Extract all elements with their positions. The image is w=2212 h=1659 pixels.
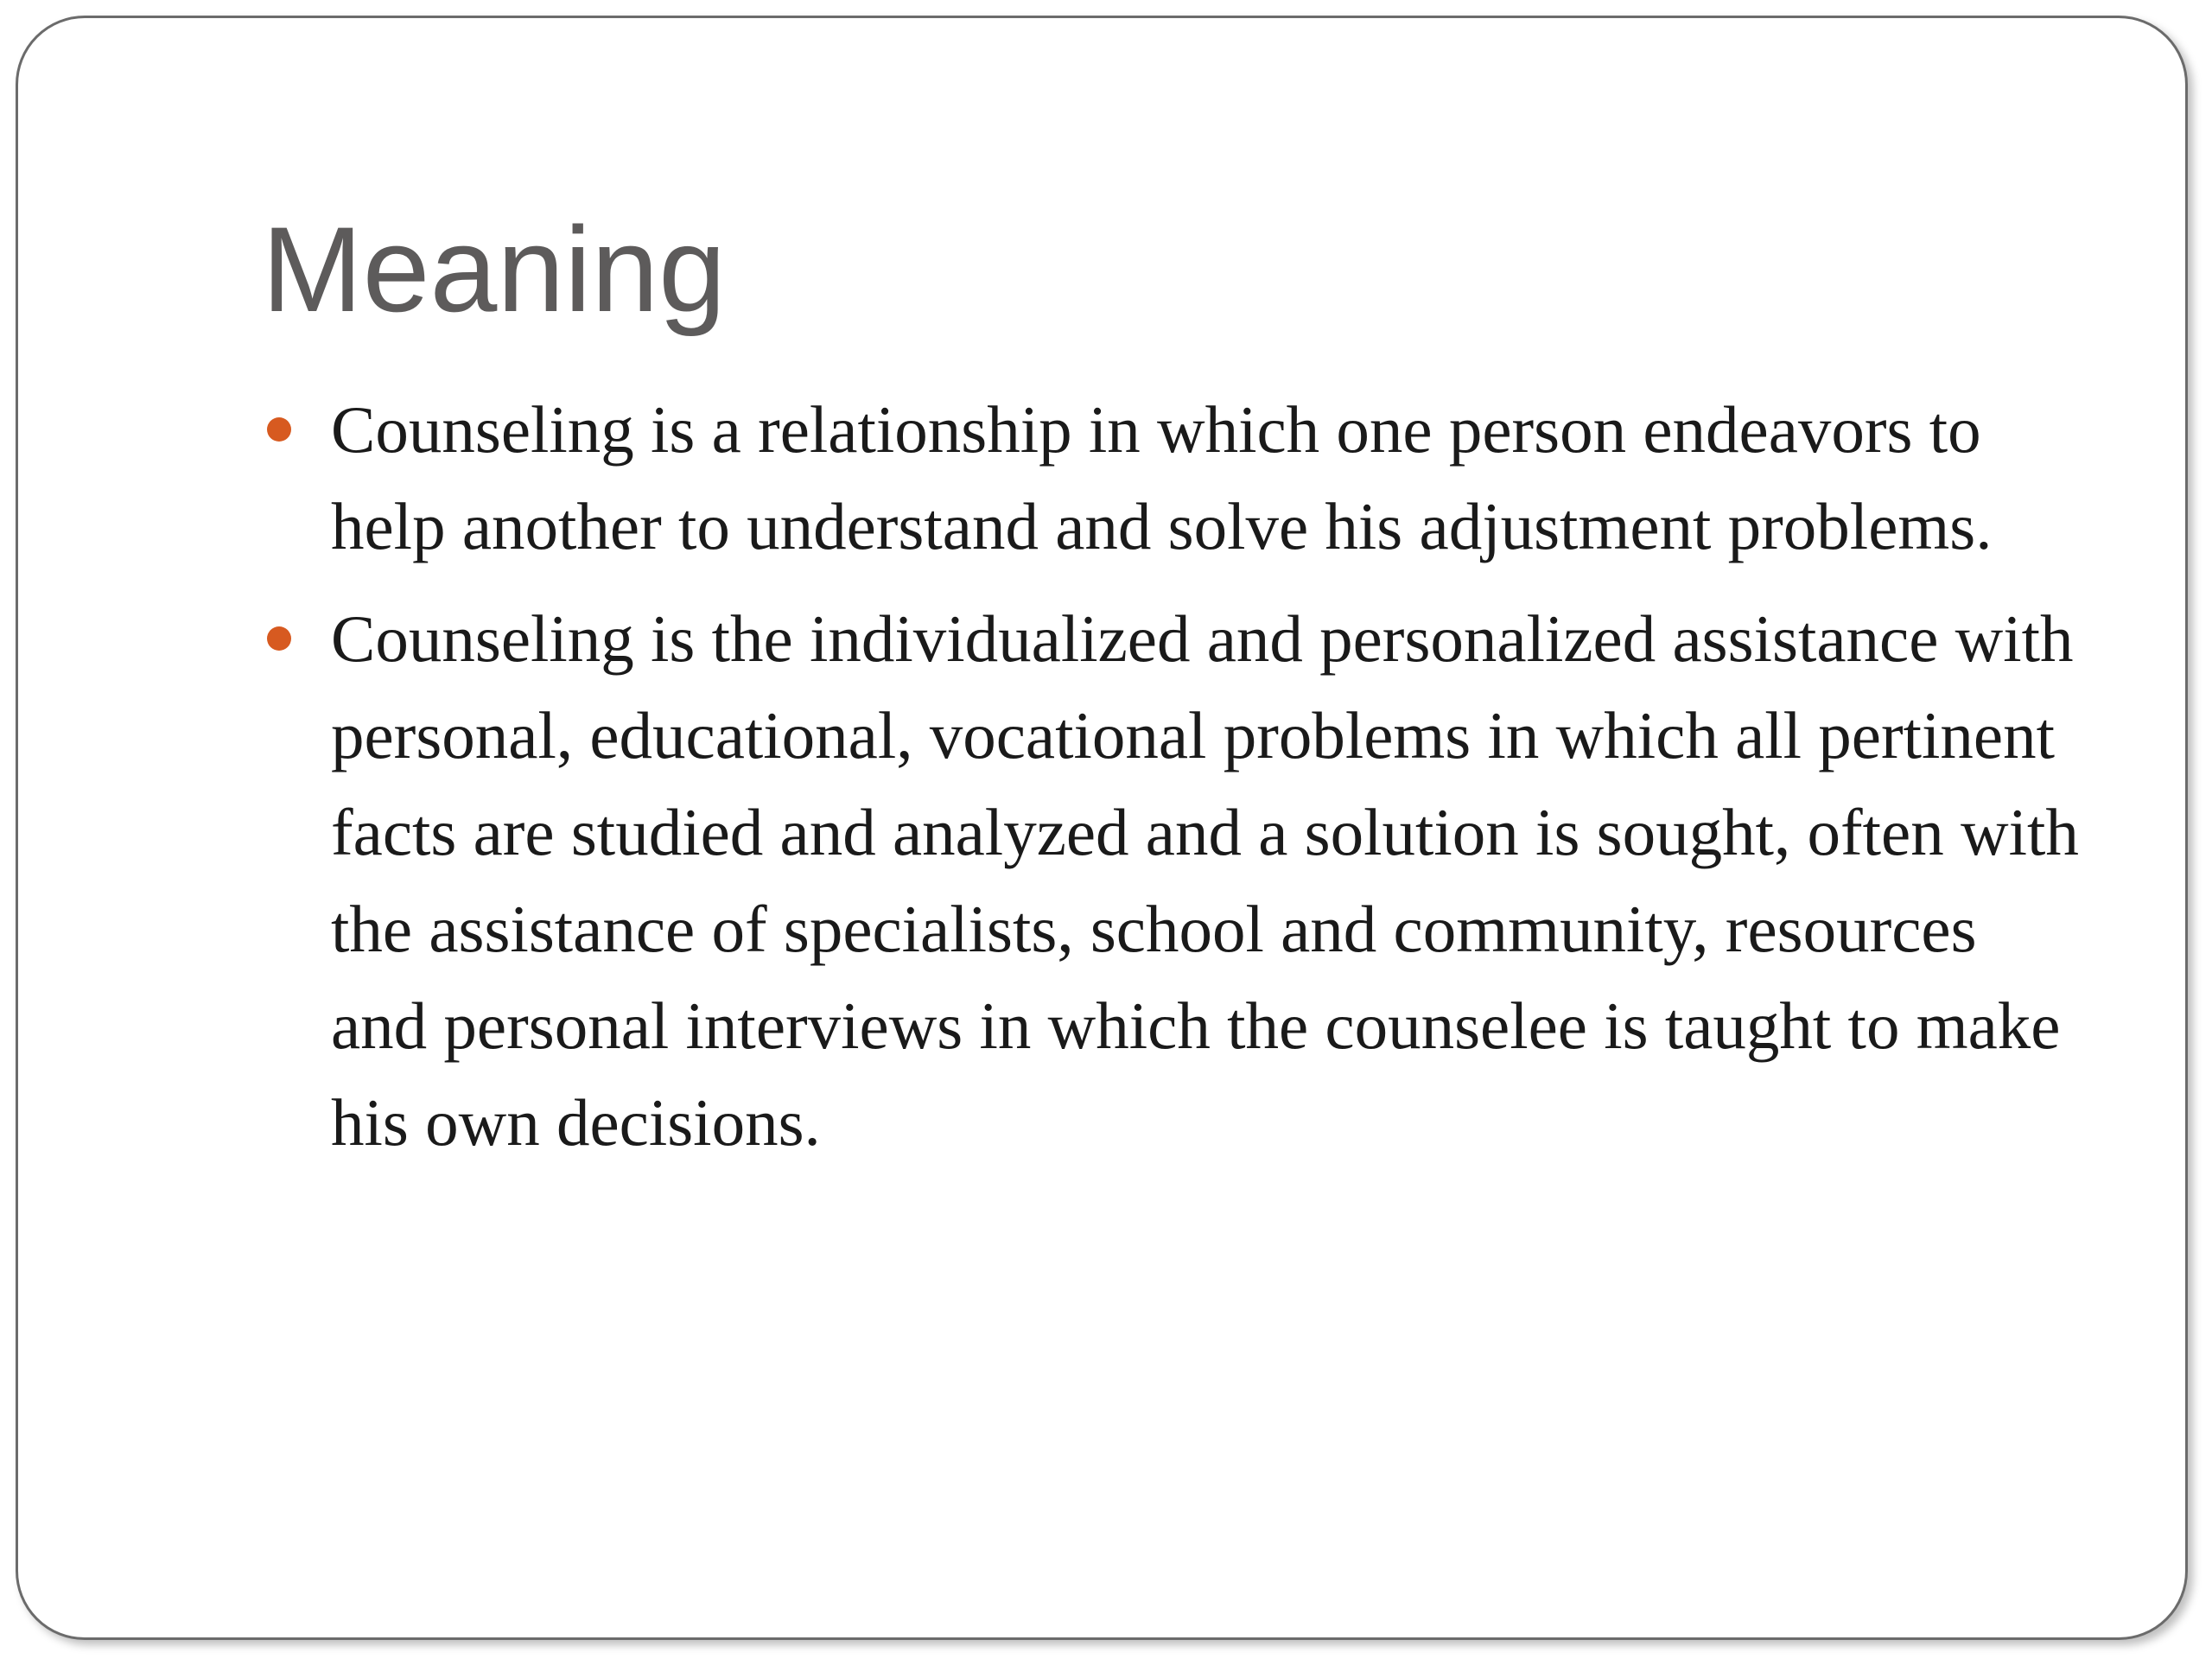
bullet-text: Counseling is the individualized and personalized assistance with personal, educational, vocational problems in which all pertinent facts are studied and analyzed and a solution is sought, often with the assistance of specialists, school and community, resources and personal interviews in which the counselee is taught to make his own decisions. [331,601,2079,1160]
bullet-item [262,381,2085,575]
bullet-list [262,381,2085,1186]
slide-title: Meaning [262,201,727,337]
bullet-dot-icon [267,626,291,651]
bullet-item [262,590,2085,1171]
bullet-dot-icon [267,417,291,442]
slide-frame [16,16,2188,1640]
bullet-text: Counseling is a relationship in which one person endeavors to help another to understand and solve his adjustment problems. [331,392,1993,563]
